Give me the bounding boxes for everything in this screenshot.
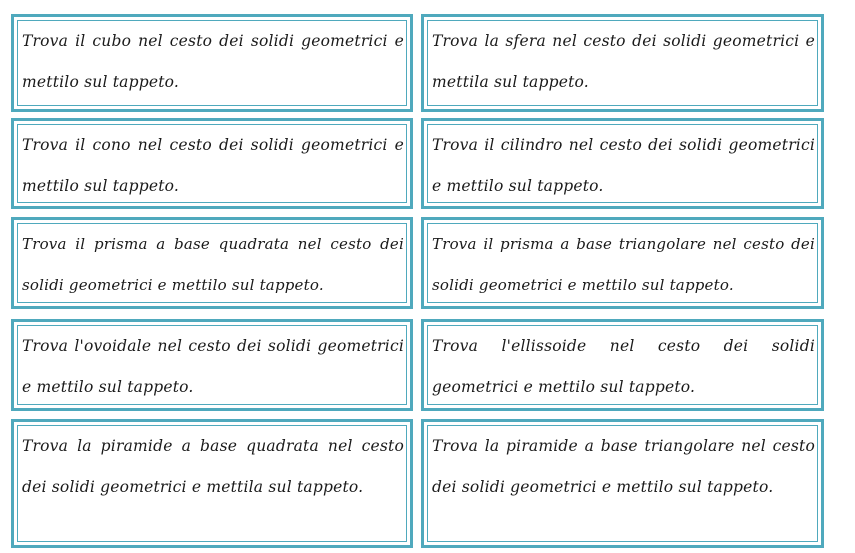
task-card-cilindro (421, 118, 824, 209)
card-text: Trova il cono nel cesto dei solidi geometrici e mettilo sul tappeto. (22, 136, 404, 195)
task-card-sfera (421, 14, 824, 112)
task-card-prisma-quadrato (11, 217, 413, 309)
card-text: Trova la piramide a base triangolare nel cesto dei solidi geometrici e mettilo sul tappeto. (432, 437, 815, 496)
task-card-cono (11, 118, 413, 209)
task-card-prisma-triangolare (421, 217, 824, 309)
card-text: Trova la sfera nel cesto dei solidi geometrici e mettila sul tappeto. (432, 32, 815, 91)
card-text: Trova il cubo nel cesto dei solidi geometrici e mettilo sul tappeto. (22, 32, 404, 91)
card-text: Trova il prisma a base quadrata nel cesto dei solidi geometrici e mettilo sul tappeto. (22, 235, 404, 294)
task-card-piramide-triangolare (421, 419, 824, 548)
task-card-cubo (11, 14, 413, 112)
task-card-ellissoide (421, 319, 824, 411)
card-text: Trova la piramide a base quadrata nel cesto dei solidi geometrici e mettila sul tappeto. (22, 437, 404, 496)
task-card-piramide-quadrata (11, 419, 413, 548)
card-text: Trova l'ellissoide nel cesto dei solidi geometrici e mettilo sul tappeto. (432, 337, 815, 396)
card-text: Trova il cilindro nel cesto dei solidi geometrici e mettilo sul tappeto. (432, 136, 815, 195)
task-card-ovoidale (11, 319, 413, 411)
card-text: Trova il prisma a base triangolare nel cesto dei solidi geometrici e mettilo sul tappeto. (432, 235, 815, 294)
card-text: Trova l'ovoidale nel cesto dei solidi geometrici e mettilo sul tappeto. (22, 337, 404, 396)
